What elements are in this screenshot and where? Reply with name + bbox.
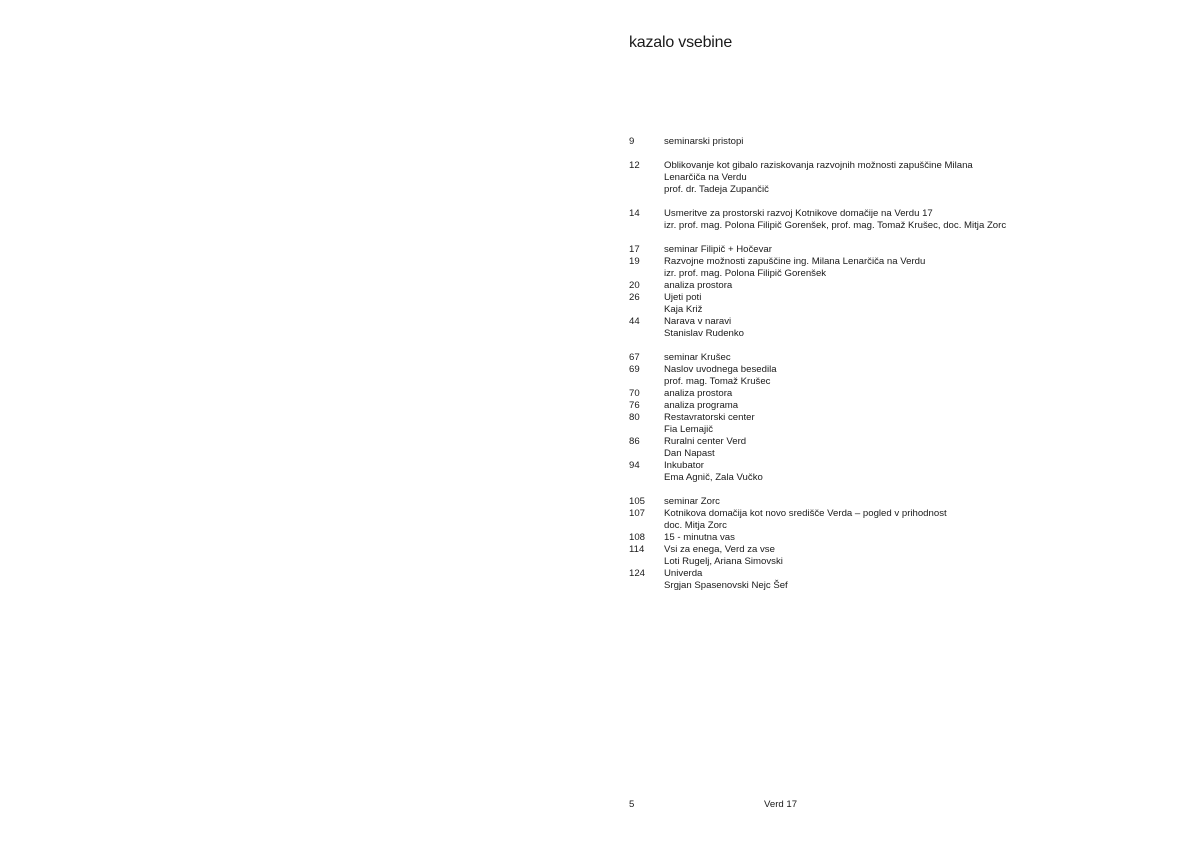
toc-row bbox=[629, 256, 1049, 268]
toc-entry-subline: Fia Lemajič bbox=[664, 424, 714, 435]
toc-entry-title: Naslov uvodnega besedila bbox=[664, 364, 777, 375]
toc-row bbox=[629, 364, 1049, 376]
toc-page-number bbox=[629, 448, 664, 460]
toc-entry-subline: prof. mag. Tomaž Krušec bbox=[664, 376, 771, 387]
toc-page-number: 20 bbox=[629, 280, 640, 291]
toc-page-number: 94 bbox=[629, 460, 640, 471]
footer-publication-title: Verd 17 bbox=[764, 799, 798, 810]
toc-entry-subline: prof. dr. Tadeja Zupančič bbox=[664, 184, 769, 195]
toc-page-number: 124 bbox=[629, 568, 646, 579]
toc-page-number: 86 bbox=[629, 436, 640, 447]
toc-row bbox=[629, 136, 1049, 148]
toc-page-number bbox=[629, 220, 664, 232]
toc-row bbox=[629, 316, 1049, 328]
toc-page-number: 70 bbox=[629, 388, 640, 399]
toc-page-number bbox=[629, 556, 664, 568]
toc-page-number bbox=[629, 424, 664, 436]
toc-row bbox=[629, 160, 1049, 172]
toc-row bbox=[629, 544, 1049, 556]
toc-row bbox=[629, 580, 1049, 592]
toc-entry-title: Restavratorski center bbox=[664, 412, 755, 423]
toc-entry-title: 15 - minutna vas bbox=[664, 532, 735, 543]
toc-entry-subline: Srgjan Spasenovski Nejc Šef bbox=[664, 580, 788, 591]
toc-page-number: 44 bbox=[629, 316, 640, 327]
toc-row bbox=[629, 388, 1049, 400]
toc-page-number: 105 bbox=[629, 496, 646, 507]
toc-entry-subline: Kaja Križ bbox=[664, 304, 703, 315]
toc-page-number: 67 bbox=[629, 352, 640, 363]
toc-row bbox=[629, 220, 1049, 232]
toc-row bbox=[629, 304, 1049, 316]
toc-row bbox=[629, 280, 1049, 292]
toc-page-number bbox=[629, 184, 664, 196]
toc-row bbox=[629, 520, 1049, 532]
toc-entry-subline: izr. prof. mag. Polona Filipič Gorenšek, prof. mag. Tomaž Krušec, doc. Mitja Zorc bbox=[664, 220, 1007, 231]
toc-row bbox=[629, 472, 1049, 484]
toc-entry-title: Usmeritve za prostorski razvoj Kotnikove domačije na Verdu 17 bbox=[664, 208, 933, 219]
toc-entry-title: Narava v naravi bbox=[664, 316, 732, 327]
toc-page-number bbox=[629, 376, 664, 388]
toc-row bbox=[629, 496, 1049, 508]
toc-row bbox=[629, 556, 1049, 568]
toc-page-number: 12 bbox=[629, 160, 640, 171]
toc-entry-title: Univerda bbox=[664, 568, 703, 579]
toc-entry-title: seminar Krušec bbox=[664, 352, 731, 363]
toc-page-number: 14 bbox=[629, 208, 640, 219]
toc-row bbox=[629, 460, 1049, 472]
toc-row bbox=[629, 352, 1049, 364]
toc-page-number: 114 bbox=[629, 544, 645, 555]
toc-page-number: 107 bbox=[629, 508, 646, 519]
toc-row bbox=[629, 436, 1049, 448]
toc-entry-title: Ujeti poti bbox=[664, 292, 702, 303]
toc-page-number bbox=[629, 328, 664, 340]
toc-row bbox=[629, 508, 1049, 520]
toc-entry-title: Kotnikova domačija kot novo središče Verda – pogled v prihodnost bbox=[664, 508, 947, 519]
toc-page-number bbox=[629, 472, 664, 484]
toc-entry-title: Vsi za enega, Verd za vse bbox=[664, 544, 775, 555]
toc-row bbox=[629, 328, 1049, 340]
toc-entry-subline: Dan Napast bbox=[664, 448, 715, 459]
toc-page-number bbox=[629, 580, 664, 592]
toc-page-number: 19 bbox=[629, 256, 640, 267]
toc-row bbox=[629, 568, 1049, 580]
toc-page-number bbox=[629, 520, 664, 532]
toc-entry-title: seminar Zorc bbox=[664, 496, 720, 507]
toc-entry-title: seminarski pristopi bbox=[664, 136, 744, 147]
toc-row bbox=[629, 268, 1049, 280]
toc-page-number: 80 bbox=[629, 412, 640, 423]
toc-entry-title: seminar Filipič + Hočevar bbox=[664, 244, 772, 255]
toc-row bbox=[629, 400, 1049, 412]
toc-entry-title: analiza prostora bbox=[664, 280, 733, 291]
section-gap bbox=[629, 148, 1049, 160]
toc-row bbox=[629, 184, 1049, 196]
toc-page-number: 108 bbox=[629, 532, 646, 543]
toc-row bbox=[629, 412, 1049, 424]
section-gap bbox=[629, 196, 1049, 208]
toc-entry-title: analiza programa bbox=[664, 400, 739, 411]
toc-row bbox=[629, 172, 1049, 184]
section-gap bbox=[629, 340, 1049, 352]
toc-page-number: 9 bbox=[629, 136, 635, 147]
toc-row bbox=[629, 532, 1049, 544]
toc-entry-title: Oblikovanje kot gibalo raziskovanja razvojnih možnosti zapuščine Milana bbox=[664, 160, 973, 171]
section-gap bbox=[629, 232, 1049, 244]
toc-page-number bbox=[629, 268, 664, 280]
toc-row bbox=[629, 292, 1049, 304]
toc-entry-title: Razvojne možnosti zapuščine ing. Milana Lenarčiča na Verdu bbox=[664, 256, 926, 267]
toc-entry-subline: doc. Mitja Zorc bbox=[664, 520, 727, 531]
toc-entry-subline: Stanislav Rudenko bbox=[664, 328, 744, 339]
toc-row bbox=[629, 448, 1049, 460]
toc-entry-subline: Lenarčiča na Verdu bbox=[664, 172, 747, 183]
section-gap bbox=[629, 484, 1049, 496]
toc-page-number bbox=[629, 172, 664, 184]
toc-row bbox=[629, 424, 1049, 436]
toc-entry-subline: izr. prof. mag. Polona Filipič Gorenšek bbox=[664, 268, 827, 279]
toc-entry-title: Ruralni center Verd bbox=[664, 436, 747, 447]
toc-page-number: 26 bbox=[629, 292, 640, 303]
toc-entry-title: analiza prostora bbox=[664, 388, 733, 399]
toc-entry-subline: Loti Rugelj, Ariana Simovski bbox=[664, 556, 783, 567]
toc-entry-title: Inkubator bbox=[664, 460, 705, 471]
toc-entry-subline: Ema Agnič, Zala Vučko bbox=[664, 472, 763, 483]
toc-page-number: 69 bbox=[629, 364, 640, 375]
toc-page-number bbox=[629, 304, 664, 316]
toc-row bbox=[629, 244, 1049, 256]
table-of-contents bbox=[629, 136, 1049, 592]
toc-row bbox=[629, 376, 1049, 388]
toc-row bbox=[629, 208, 1049, 220]
page-title: kazalo vsebine bbox=[629, 34, 733, 51]
toc-page-number: 17 bbox=[629, 244, 640, 255]
footer-page-number: 5 bbox=[629, 799, 635, 810]
toc-page-number: 76 bbox=[629, 400, 640, 411]
